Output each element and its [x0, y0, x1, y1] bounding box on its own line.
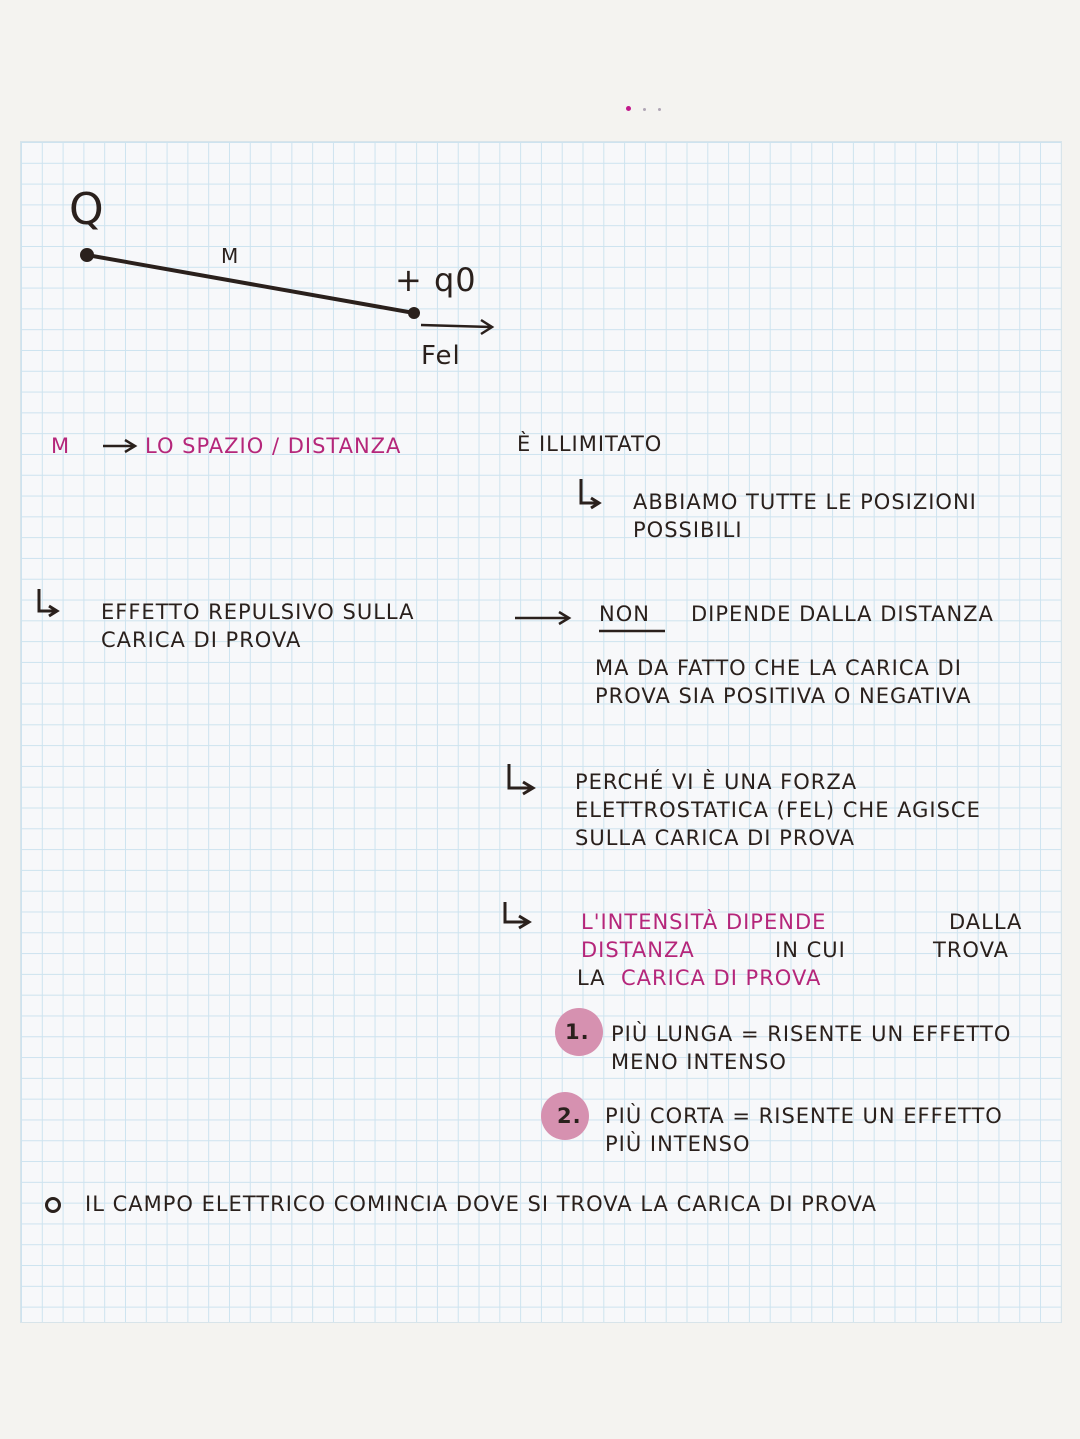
note-campo-elettrico: IL CAMPO ELETTRICO COMINCIA DOVE SI TROVA LA CARICA DI PROVA [85, 1192, 877, 1216]
item-2-text: PIÙ CORTA = RISENTE UN EFFETTO PIÙ INTENSO [605, 1104, 1003, 1156]
note-la: LA [577, 966, 606, 990]
item-1-number: 1. [565, 1020, 590, 1044]
note-effetto-repulsivo: EFFETTO REPULSIVO SULLA CARICA DI PROVA [101, 600, 415, 652]
test-charge-label: + q0 [395, 261, 477, 299]
note-dalla: DALLA [949, 910, 1023, 934]
note-dipende-distanza: DIPENDE DALLA DISTANZA [691, 602, 994, 626]
medium-label: M [221, 244, 240, 268]
note-distanza: DISTANZA [581, 938, 695, 962]
item-2-number: 2. [557, 1104, 582, 1128]
grid-paper [20, 141, 1062, 1323]
page-indicator [626, 96, 673, 115]
distance-line [87, 255, 414, 313]
force-arrow [421, 325, 491, 327]
note-in-cui: IN CUI [775, 938, 846, 962]
force-label: Fel [421, 341, 461, 371]
test-charge-dot [408, 307, 420, 319]
note-carica-prova: CARICA DI PROVA [621, 966, 822, 990]
note-illimitato: È ILLIMITATO [517, 432, 663, 456]
note-m: M [51, 434, 71, 458]
note-intensita: L'INTENSITÀ DIPENDE [581, 910, 827, 934]
note-posizioni: ABBIAMO TUTTE LE POSIZIONI POSSIBILI [633, 490, 977, 542]
note-trova: TROVA [933, 938, 1009, 962]
bullet-icon [45, 1197, 61, 1213]
source-charge-label: Q [69, 184, 105, 235]
note-non: NON [599, 602, 650, 626]
note-spazio: LO SPAZIO / DISTANZA [145, 434, 402, 458]
note-ma-da: MA DA FATTO CHE LA CARICA DI PROVA SIA POSITIVA O NEGATIVA [595, 656, 972, 708]
note-perche: PERCHÉ VI È UNA FORZA ELETTROSTATICA (FEL) CHE AGISCE SULLA CARICA DI PROVA [575, 770, 981, 850]
item-1-text: PIÙ LUNGA = RISENTE UN EFFETTO MENO INTENSO [611, 1022, 1012, 1074]
